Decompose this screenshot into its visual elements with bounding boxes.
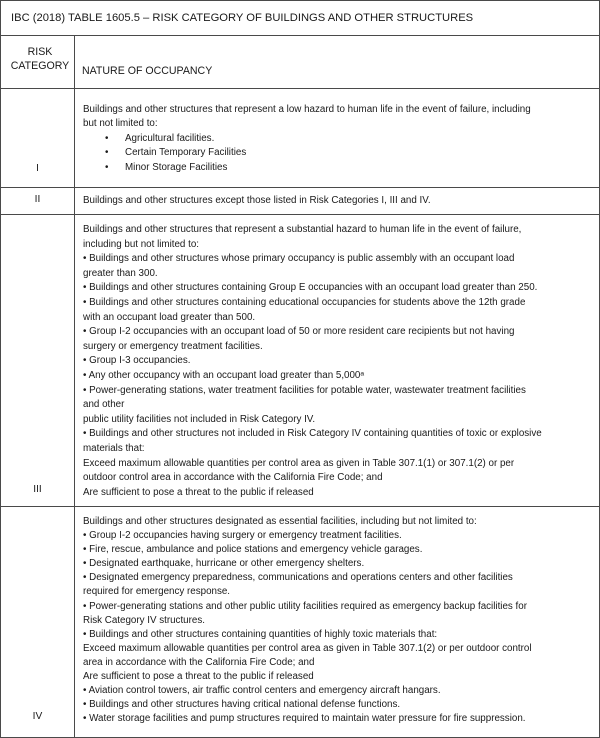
text-line: surgery or emergency treatment facilities. [83, 340, 263, 352]
text-line: area in accordance with the California Fire Code; and [83, 656, 315, 668]
row-divider-3 [1, 506, 599, 507]
header-risk-category [7, 45, 73, 73]
category-cell-ii: II [34, 194, 41, 205]
list-item-label: Certain Temporary Facilities [125, 147, 247, 159]
list-item [83, 132, 593, 146]
text-line: including but not limited to: [83, 238, 199, 250]
text-line: and other [83, 399, 125, 411]
text-line: Buildings and other structures designated as essential facilities, including but not limited to: [83, 516, 477, 527]
text-line: • Water storage facilities and pump structures required to maintain water pressure for fire suppression. [83, 713, 526, 725]
text-line: Buildings and other structures except those listed in Risk Categories I, III and IV. [83, 195, 431, 206]
text-line: but not limited to: [83, 118, 158, 130]
text-line: with an occupant load greater than 500. [83, 311, 256, 323]
text-line: • Buildings and other structures containing Group E occupancies with an occupant load greater than 250. [83, 282, 538, 294]
text-line: Are sufficient to pose a threat to the public if released [83, 671, 314, 683]
table-title: IBC (2018) TABLE 1605.5 – RISK CATEGORY OF BUILDINGS AND OTHER STRUCTURES [11, 12, 474, 24]
text-line: • Buildings and other structures whose primary occupancy is public assembly with an occupant load [83, 253, 515, 265]
text-line: • Group I-2 occupancies having surgery or emergency treatment facilities. [83, 530, 402, 542]
text-line: Buildings and other structures that represent a substantial hazard to human life in the event of failure, [83, 224, 522, 235]
text-line: • Designated earthquake, hurricane or other emergency shelters. [83, 558, 365, 570]
text-line: Exceed maximum allowable quantities per control area as given in Table 307.1(1) or 307.1(2) or per [83, 457, 515, 469]
occupancy-cell-i [83, 103, 593, 175]
list-item [83, 146, 593, 160]
row-divider-1 [1, 187, 599, 188]
text-line: • Group I-2 occupancies with an occupant load of 50 or more resident care recipients but not having [83, 326, 515, 338]
text-line: • Fire, rescue, ambulance and police stations and emergency vehicle garages. [83, 544, 423, 556]
occupancy-cell-iv [83, 515, 593, 726]
list-item-label: Minor Storage Facilities [125, 161, 228, 173]
bullet-icon: • [105, 132, 109, 144]
bullet-icon: • [105, 147, 109, 159]
text-line: Buildings and other structures that represent a low hazard to human life in the event of failure, including [83, 104, 531, 115]
category-cell-iv: IV [32, 711, 43, 722]
title-divider [1, 35, 599, 36]
text-line: public utility facilities not included in Risk Category IV. [83, 413, 316, 425]
category-cell-iii: III [33, 484, 42, 495]
text-line: • Buildings and other structures containing quantities of highly toxic materials that: [83, 628, 438, 640]
text-line: • Buildings and other structures having critical national defense functions. [83, 699, 401, 711]
text-line: • Group I-3 occupancies. [83, 355, 191, 367]
text-line: Are sufficient to pose a threat to the public if released [83, 486, 314, 498]
header-category-label: CATEGORY [10, 60, 70, 72]
header-divider [1, 88, 599, 89]
text-line: • Buildings and other structures containing educational occupancies for students above the 12th grade [83, 296, 526, 308]
text-line: required for emergency response. [83, 586, 231, 598]
text-line: Risk Category IV structures. [83, 614, 205, 626]
text-line: • Designated emergency preparedness, communications and operations centers and other facilities [83, 572, 513, 584]
text-line: • Aviation control towers, air traffic control centers and emergency aircraft hangars. [83, 685, 441, 697]
occupancy-cell-ii [83, 194, 593, 208]
text-line: • Buildings and other structures not included in Risk Category IV containing quantities of toxic or explosive [83, 428, 542, 440]
bullet-icon: • [105, 161, 109, 173]
text-line: outdoor control area in accordance with the California Fire Code; and [83, 472, 383, 484]
row-divider-2 [1, 214, 599, 215]
text-line: greater than 300. [83, 267, 158, 279]
text-line: • Power-generating stations, water treatment facilities for potable water, wastewater treatment facilities [83, 384, 526, 396]
header-nature-of-occupancy: NATURE OF OCCUPANCY [82, 65, 213, 77]
header-risk-label: RISK [27, 46, 53, 58]
column-divider [74, 35, 75, 737]
list-item [83, 161, 593, 175]
list-item-label: Agricultural facilities. [125, 132, 215, 144]
category-cell-i: I [36, 163, 39, 174]
text-line: • Power-generating stations and other public utility facilities required as emergency backup facilities for [83, 600, 527, 612]
text-line: materials that: [83, 442, 145, 454]
text-line: Exceed maximum allowable quantities per control area as given in Table 307.1(2) or per outdoor control [83, 642, 532, 654]
text-line: • Any other occupancy with an occupant load greater than 5,000ᵃ [83, 369, 365, 381]
occupancy-cell-iii [83, 223, 593, 500]
